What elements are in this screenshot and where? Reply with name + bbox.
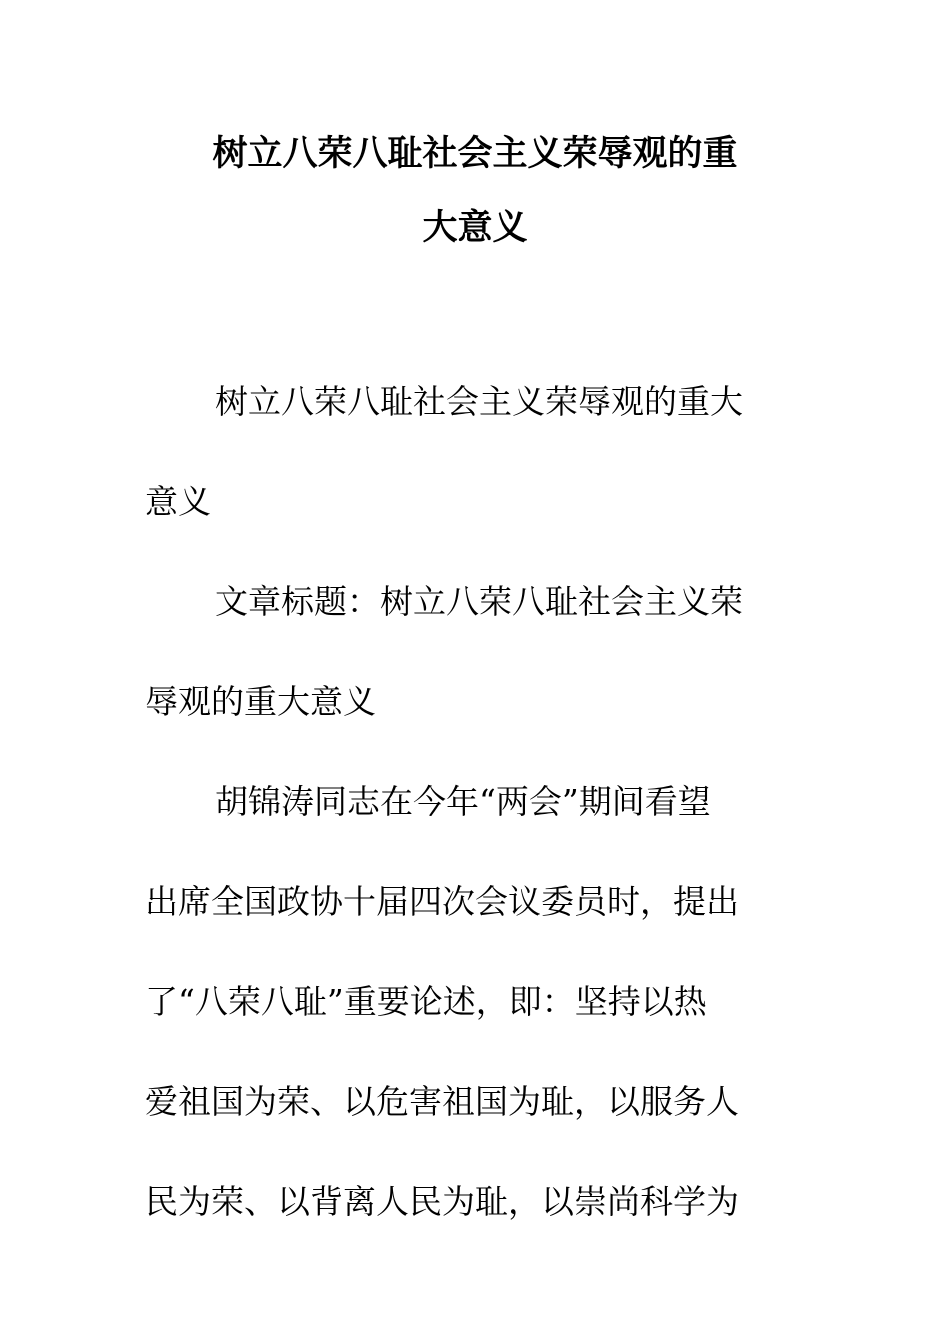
paragraph-2-line-2: 辱观的重大意义 [145, 682, 376, 721]
paragraph-1-line-2: 意义 [145, 482, 211, 521]
paragraph-3-line-2: 出席全国政协十届四次会议委员时，提出 [145, 882, 739, 921]
paragraph-2-line-1: 文章标题：树立八荣八耻社会主义荣 [215, 582, 743, 621]
document-title-line-1: 树立八荣八耻社会主义荣辱观的重 [212, 134, 738, 174]
paragraph-3-line-1: 胡锦涛同志在今年“两会”期间看望 [215, 782, 711, 821]
paragraph-3-line-4: 爱祖国为荣、以危害祖国为耻，以服务人 [145, 1082, 739, 1121]
paragraph-1-line-1: 树立八荣八耻社会主义荣辱观的重大 [215, 382, 743, 421]
paragraph-3-line-3: 了“八荣八耻”重要论述，即：坚持以热 [145, 982, 707, 1021]
paragraph-3-line-5: 民为荣、以背离人民为耻，以崇尚科学为 [145, 1182, 739, 1221]
document-title-line-2: 大意义 [422, 208, 528, 248]
